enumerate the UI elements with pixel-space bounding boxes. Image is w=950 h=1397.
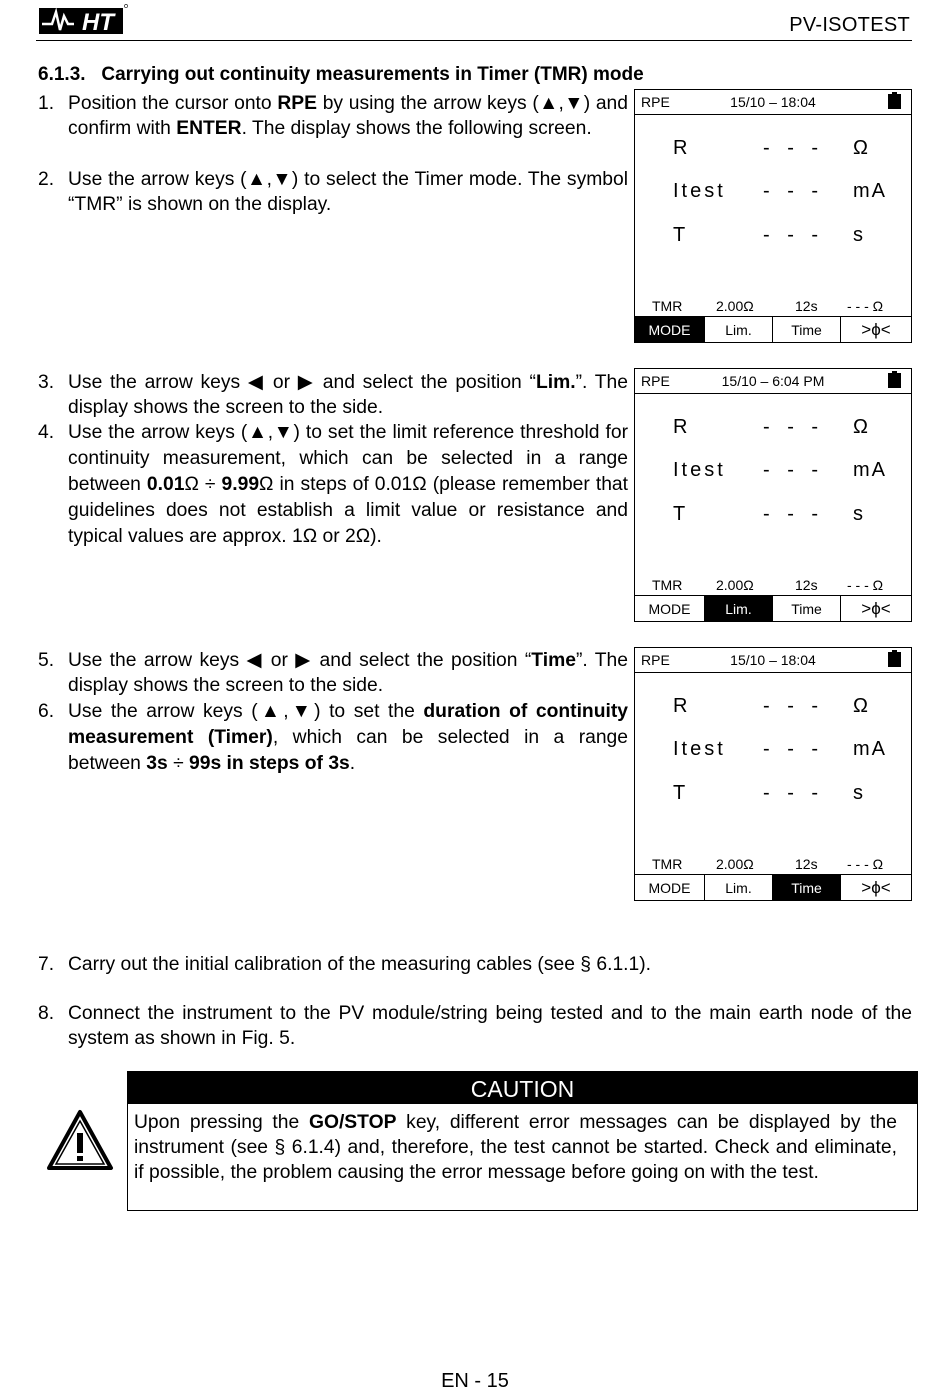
- page-number: EN - 15: [441, 1370, 509, 1392]
- status-limit: 2.00Ω: [716, 298, 754, 314]
- softkey-mode[interactable]: MODE: [635, 596, 705, 621]
- position-lim: Lim.: [535, 372, 576, 393]
- key-go-stop: GO/STOP: [308, 1112, 397, 1133]
- time-unit: s: [853, 782, 865, 804]
- display-screen-mode: [634, 89, 912, 343]
- softkey-lim[interactable]: Lim.: [705, 317, 773, 342]
- time-unit: s: [853, 224, 865, 246]
- limit-min: 0.01: [146, 474, 185, 495]
- softkey-mode[interactable]: MODE: [635, 875, 705, 900]
- timer-duration: duration of continuity measurement (Timer): [68, 701, 628, 748]
- current-unit: mA: [853, 180, 887, 202]
- status-limit: 2.00Ω: [716, 856, 754, 872]
- softkey-time[interactable]: Time: [773, 317, 841, 342]
- resistance-unit: Ω: [853, 416, 870, 438]
- caution-box: [127, 1071, 918, 1211]
- step-number: 3.: [38, 372, 55, 393]
- status-mode: TMR: [652, 298, 683, 314]
- caution-text-part: key, different error messages can be displayed by the instrument (see § 6.1.4) and, therefore, the test cannot be started. Check and eliminate, if possible, the problem causing the error message before going on with the test.: [134, 1112, 897, 1183]
- time-label: T: [673, 224, 689, 246]
- current-value: - - -: [763, 180, 825, 202]
- softkey-bar: [635, 316, 911, 342]
- range-divider: ÷: [167, 753, 190, 774]
- key-enter: ENTER: [176, 118, 242, 140]
- limit-max: 9.99: [221, 474, 260, 495]
- status-result: - - - Ω: [847, 577, 884, 593]
- current-label: Itest: [673, 459, 726, 481]
- step-number: 6.: [38, 701, 55, 722]
- status-limit: 2.00Ω: [716, 577, 754, 593]
- product-name: PV-ISOTEST: [789, 14, 910, 36]
- logo-text: HT: [82, 9, 114, 36]
- softkey-mode[interactable]: MODE: [635, 317, 705, 342]
- resistance-value: - - -: [763, 416, 825, 438]
- status-mode: TMR: [652, 856, 683, 872]
- status-time: 12s: [795, 298, 818, 314]
- resistance-value: - - -: [763, 137, 825, 159]
- position-time: Time: [531, 650, 576, 671]
- step-text: Use the arrow keys ◀ or ▶ and select the position “: [68, 650, 532, 671]
- header-divider: [36, 40, 912, 41]
- step-text: , which can be selected in a range between: [68, 727, 629, 774]
- ohm-symbol: Ω: [184, 474, 199, 495]
- step-text: Use the arrow keys ◀ or ▶ and select the position “: [68, 372, 536, 393]
- softkey-bar: [635, 874, 911, 900]
- step-text: Position the cursor onto: [68, 93, 278, 114]
- display-top-bar: [635, 648, 911, 673]
- display-screen-time: [634, 647, 912, 901]
- step-number: 8.: [38, 1003, 55, 1024]
- section-title: 6.1.3. Carrying out continuity measurements in Timer (TMR) mode: [38, 64, 644, 85]
- timer-min: 3s: [146, 753, 168, 774]
- time-unit: s: [853, 503, 865, 525]
- current-value: - - -: [763, 738, 825, 760]
- ohm-symbol: Ω: [259, 474, 274, 495]
- battery-icon: [888, 94, 901, 109]
- status-time: 12s: [795, 856, 818, 872]
- display-top-bar: [635, 369, 911, 394]
- current-value: - - -: [763, 459, 825, 481]
- function-label: RPE: [641, 94, 670, 110]
- display-screen-lim: [634, 368, 912, 622]
- battery-icon: [888, 373, 901, 388]
- step-number: 2.: [38, 169, 55, 190]
- status-mode: TMR: [652, 577, 683, 593]
- resistance-unit: Ω: [853, 137, 870, 159]
- range-divider: ÷: [198, 474, 222, 495]
- timer-max: 99s in steps of 3s: [189, 753, 350, 774]
- step-text: Use the arrow keys (▲,▼) to set the limit reference threshold for continuity measurement, which can be selected in a range between: [68, 422, 628, 495]
- resistance-unit: Ω: [853, 695, 870, 717]
- current-unit: mA: [853, 738, 887, 760]
- date-time: 15/10 – 18:04: [730, 652, 816, 668]
- step-number: 7.: [38, 954, 55, 975]
- softkey-calibration[interactable]: >ϕ<: [861, 877, 891, 897]
- step-text: .: [349, 753, 356, 774]
- caution-text: [134, 1110, 897, 1185]
- step-text: Carry out the initial calibration of the measuring cables (see § 6.1.1).: [68, 954, 652, 975]
- display-top-bar: [635, 90, 911, 115]
- ht-logo: [38, 2, 128, 36]
- status-result: - - - Ω: [847, 856, 884, 872]
- time-label: T: [673, 503, 689, 525]
- date-time: 15/10 – 18:04: [730, 94, 816, 110]
- softkey-calibration[interactable]: >ϕ<: [861, 598, 891, 618]
- status-result: - - - Ω: [847, 298, 884, 314]
- step-text: in steps of 0.01Ω (please remember that guidelines does not establish a limit value or resistance and typical values are approx. 1Ω or 2Ω).: [68, 474, 628, 547]
- current-label: Itest: [673, 180, 726, 202]
- time-value: - - -: [763, 224, 825, 246]
- step-text: Connect the instrument to the PV module/string being tested and to the main earth node of the system as shown in Fig. 5.: [68, 1003, 912, 1050]
- step-text: by using the arrow keys (▲,▼) and confirm with: [68, 93, 628, 140]
- softkey-lim[interactable]: Lim.: [705, 875, 773, 900]
- caution-title: CAUTION: [128, 1072, 917, 1104]
- step-text: ”. The display shows the screen to the side.: [68, 372, 628, 419]
- softkey-lim[interactable]: Lim.: [705, 596, 773, 621]
- time-label: T: [673, 782, 689, 804]
- step-text: ”. The display shows the screen to the side.: [68, 650, 628, 697]
- caution-text-part: Upon pressing the: [134, 1112, 309, 1133]
- softkey-time[interactable]: Time: [773, 596, 841, 621]
- current-label: Itest: [673, 738, 726, 760]
- function-label: RPE: [641, 652, 670, 668]
- function-label: RPE: [641, 373, 670, 389]
- resistance-label: R: [673, 416, 691, 438]
- status-time: 12s: [795, 577, 818, 593]
- time-value: - - -: [763, 503, 825, 525]
- resistance-label: R: [673, 137, 691, 159]
- key-rpe: RPE: [277, 93, 317, 114]
- date-time: 15/10 – 6:04 PM: [721, 373, 825, 389]
- step-text: Use the arrow keys (▲,▼) to select the Timer mode. The symbol “TMR” is shown on the display.: [68, 169, 628, 216]
- resistance-value: - - -: [763, 695, 825, 717]
- warning-triangle-icon: [46, 1109, 114, 1171]
- resistance-label: R: [673, 695, 691, 717]
- step-number: 5.: [38, 650, 55, 671]
- step-number: 1.: [38, 93, 55, 114]
- current-unit: mA: [853, 459, 887, 481]
- softkey-time[interactable]: Time: [773, 875, 841, 900]
- battery-icon: [888, 652, 901, 667]
- time-value: - - -: [763, 782, 825, 804]
- softkey-calibration[interactable]: >ϕ<: [861, 319, 891, 339]
- step-text: . The display shows the following screen.: [241, 118, 592, 140]
- softkey-bar: [635, 595, 911, 621]
- step-text: Use the arrow keys (▲,▼) to set the: [68, 701, 424, 722]
- step-number: 4.: [38, 422, 55, 443]
